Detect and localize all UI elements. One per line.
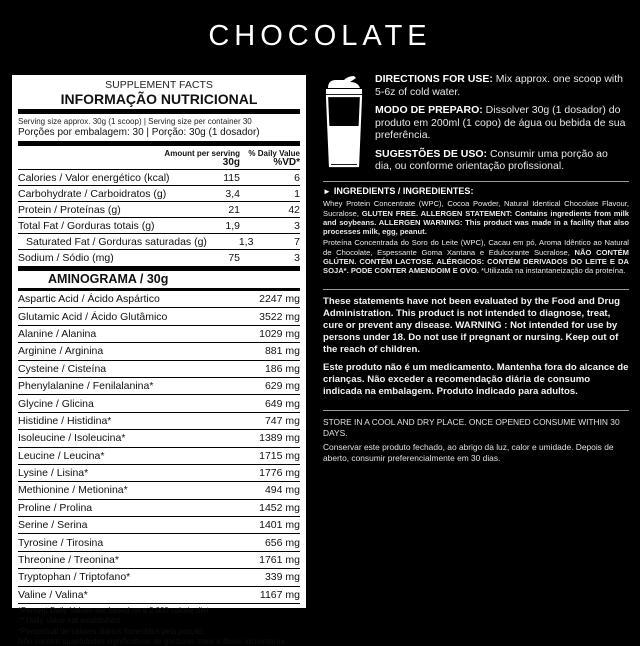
footnote: Não contém quantidades significativas de gorduras trans e fibras alimentares.	[18, 636, 287, 646]
shaker-bottle-icon	[322, 74, 366, 170]
directions-for-use: DIRECTIONS FOR USE: Mix approx. one scoop with 5-6z of cold water.	[375, 73, 623, 98]
amino-label: Tyrosine / Tirosina	[18, 536, 104, 549]
amino-label: Cysteine / Cisteína	[18, 362, 107, 375]
amino-label: Lysine / Lisina*	[18, 467, 89, 480]
amino-acid-list	[18, 291, 300, 604]
amino-row	[18, 517, 300, 534]
amino-row	[18, 534, 300, 551]
nutrient-row	[18, 170, 300, 186]
amino-value: 2247 mg	[259, 293, 300, 306]
amino-row	[18, 552, 300, 569]
nutrient-daily-value: 6	[294, 171, 300, 184]
nutrient-amount: 115	[223, 171, 240, 184]
divider	[323, 410, 629, 411]
serving-size-pt: Porções por embalagem: 30 | Porção: 30g (1 dosador)	[18, 127, 260, 138]
nutrient-row	[18, 186, 300, 202]
nutrient-label: Calories / Valor energético (kcal)	[18, 171, 170, 184]
aminogram-title: AMINOGRAMA / 30g	[48, 272, 169, 286]
amino-row	[18, 308, 300, 325]
amino-label: Isoleucine / Isoleucina*	[18, 432, 126, 445]
nutrient-daily-value: 3	[294, 219, 300, 232]
amino-label: Valine / Valina*	[18, 588, 88, 601]
amino-value: 3522 mg	[259, 310, 300, 323]
nutrient-daily-value: 42	[288, 203, 300, 216]
nutrient-daily-value: 1	[294, 187, 300, 200]
directions-section	[375, 73, 627, 179]
storage-section	[323, 417, 629, 467]
amino-label: Glutamic Acid / Ácido Glutâmico	[18, 310, 168, 323]
ingredients-pt: Proteína Concentrada do Soro do Leite (WPC), Cacau em pó, Aroma Idêntico ao Natural de Chocolate, Espessante Goma Xantana e Edulcorante Sucralose, NÃO CONTÉM GLÚTEN. CONTÉM LACTOSE. ALÉRGICOS: CONTÉM DERIVADOS DO LEITE E DA SOJA*. PODE CONTER AMENDOIM E OVO. *Utilizada na instantaneização da proteína.	[323, 238, 629, 276]
divider	[323, 181, 629, 182]
amino-value: 1715 mg	[259, 449, 300, 462]
amino-row	[18, 395, 300, 412]
nutrient-daily-value: 7	[294, 235, 300, 248]
amino-value: 1452 mg	[259, 501, 300, 514]
amino-label: Proline / Prolina	[18, 501, 93, 514]
amount-subheader: 30g	[222, 157, 240, 168]
warning-en: These statements have not been evaluated by the Food and Drug Administration. This product is not intended to diagnose, treat, cure or prevent any disease. WARNING : Not intended for use by persons under 18. Do not use if pregnant or nursing. Keep out of the reach of children.	[323, 296, 620, 355]
warnings-section	[323, 296, 629, 404]
nutrient-row	[18, 250, 300, 266]
amino-value: 881 mg	[264, 345, 300, 358]
amino-value: 747 mg	[264, 414, 300, 427]
amino-row	[18, 448, 300, 465]
footnote: ** Daily Value not established.	[18, 615, 122, 625]
amino-value: 656 mg	[264, 536, 300, 549]
nutrient-row	[18, 234, 300, 250]
amino-value: 1167 mg	[259, 588, 300, 601]
nutrient-daily-value: 3	[294, 252, 300, 264]
nutrient-label: Saturated Fat / Gorduras saturadas (g)	[26, 235, 207, 248]
amino-label: Tryptophan / Triptofano*	[18, 571, 131, 584]
serving-size-en: Serving size approx. 30g (1 scoop) | Serving size per container 30	[18, 117, 252, 126]
storage-en: STORE IN A COOL AND DRY PLACE. ONCE OPENED CONSUME WITHIN 30 DAYS.	[323, 417, 620, 438]
amino-row	[18, 482, 300, 499]
nutrient-row	[18, 202, 300, 218]
amino-value: 186 mg	[264, 362, 300, 375]
nutrient-label: Protein / Proteínas (g)	[18, 203, 121, 216]
amino-value: 649 mg	[264, 397, 300, 410]
amino-row	[18, 291, 300, 308]
daily-value-header: % Daily Value	[248, 149, 300, 158]
amino-row	[18, 569, 300, 586]
divider	[323, 289, 629, 290]
nutrient-label: Carbohydrate / Carboidratos (g)	[18, 187, 167, 200]
footnote: *Percent Daily Values are based on a 2,000 calorie diet.	[18, 606, 211, 616]
amino-value: 339 mg	[264, 571, 300, 584]
amino-row	[18, 378, 300, 395]
amino-label: Glycine / Glicina	[18, 397, 94, 410]
amino-value: 1776 mg	[259, 467, 300, 480]
nutrition-facts-panel	[12, 75, 306, 646]
footnote: *Percentual de valores diários fornecidos pela porção.	[18, 627, 205, 637]
amino-label: Alanine / Alanina	[18, 327, 97, 340]
ingredients-section	[323, 187, 629, 278]
column-headers	[18, 147, 300, 167]
amount-header: Amount per serving	[164, 149, 240, 158]
nutrient-amount: 75	[228, 252, 240, 264]
nutrient-list	[18, 170, 300, 266]
flavor-title: CHOCOLATE	[208, 20, 432, 52]
nutrient-amount: 3,4	[225, 187, 240, 200]
amino-label: Aspartic Acid / Ácido Aspártico	[18, 293, 160, 306]
amino-value: 1029 mg	[259, 327, 300, 340]
amino-row	[18, 326, 300, 343]
nutrient-amount: 1,3	[238, 235, 254, 248]
triangle-bullet-icon: ►	[323, 187, 331, 196]
amino-row	[18, 465, 300, 482]
supplement-facts-title: SUPPLEMENT FACTS	[105, 79, 213, 91]
amino-row	[18, 343, 300, 360]
warning-pt: Este produto não é um medicamento. Mantenha fora do alcance de crianças. Não exceder a recomendação diária de consumo indicada na embalagem. Produto indicado para adultos.	[323, 362, 629, 397]
footnotes	[18, 604, 300, 646]
daily-value-subheader: %VD*	[273, 157, 300, 168]
divider-thick	[18, 141, 300, 146]
amino-row	[18, 361, 300, 378]
sugestoes-de-uso: SUGESTÕES DE USO: Consumir uma porção ao dia, ou conforme orientação profissional.	[375, 147, 608, 172]
amino-row	[18, 500, 300, 517]
nutrient-label: Total Fat / Gorduras totais (g)	[18, 219, 155, 232]
amino-value: 1401 mg	[259, 519, 300, 532]
modo-de-preparo: MODO DE PREPARO: Dissolver 30g (1 dosador) do produto em 200ml (1 copo) de água ou bebida de sua preferência.	[375, 104, 626, 141]
nutrient-amount: 21	[228, 203, 240, 216]
ingredients-en: Whey Protein Concentrate (WPC), Cocoa Powder, Natural Identical Chocolate Flavour, Sucralose, GLUTEN FREE. ALLERGEN STATEMENT: Contains ingredients from milk and soybeans. ALLERGEN WARNING: This product was made in a facility that also processes milk, egg, peanut.	[323, 199, 629, 237]
amino-label: Arginine / Arginina	[18, 345, 104, 358]
nutrient-label: Sodium / Sódio (mg)	[18, 252, 114, 264]
amino-label: Methionine / Metionina*	[18, 484, 128, 497]
amino-label: Histidine / Histidina*	[18, 414, 112, 427]
nutrient-row	[18, 218, 300, 234]
storage-pt: Conservar este produto fechado, ao abrigo da luz, calor e umidade. Depois de aberto, consumir preferencialmente em 30 dias.	[323, 442, 614, 463]
amino-label: Phenylalanine / Fenilalanina*	[18, 380, 154, 393]
divider-thick	[18, 109, 300, 114]
ingredients-heading: ► INGREDIENTS / INGREDIENTES:	[323, 186, 474, 196]
amino-row	[18, 587, 300, 604]
amino-label: Leucine / Leucina*	[18, 449, 105, 462]
amino-value: 1389 mg	[259, 432, 300, 445]
amino-label: Serine / Serina	[18, 519, 88, 532]
amino-row	[18, 430, 300, 447]
nutrition-info-title: INFORMAÇÃO NUTRICIONAL	[60, 91, 258, 107]
amino-value: 494 mg	[264, 484, 300, 497]
amino-row	[18, 413, 300, 430]
amino-label: Threonine / Treonina*	[18, 554, 119, 567]
nutrient-amount: 1,9	[225, 219, 240, 232]
amino-value: 629 mg	[264, 380, 300, 393]
amino-value: 1761 mg	[259, 554, 300, 567]
